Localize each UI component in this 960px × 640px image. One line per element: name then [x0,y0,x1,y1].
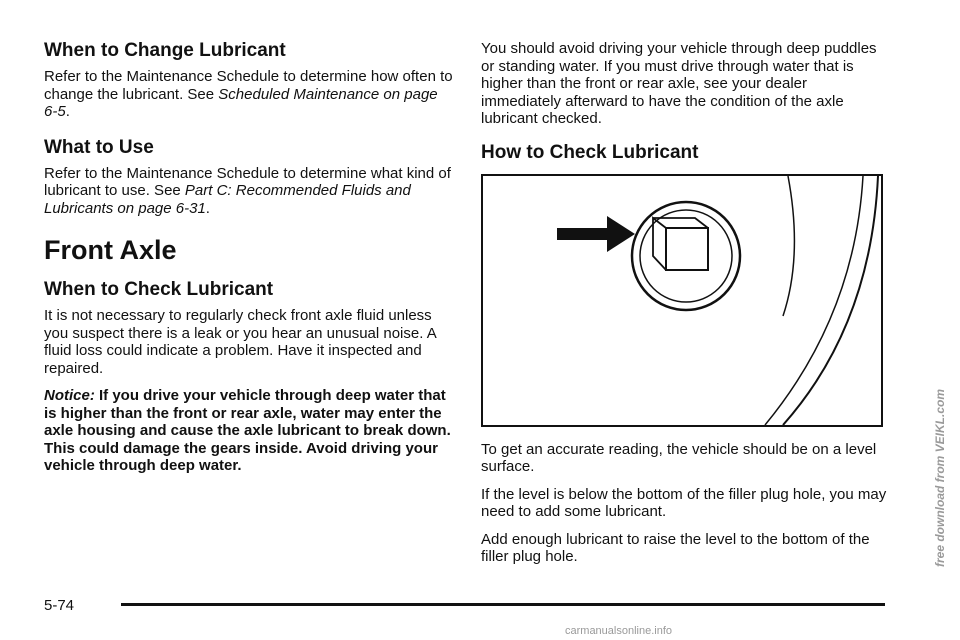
site-watermark: carmanualsonline.info [565,625,673,637]
heading-how-to-check: How to Check Lubricant [481,141,699,163]
watermark [918,340,958,580]
text: . [65,103,70,120]
notice [44,387,454,475]
arrow-icon [557,216,635,252]
right-column [481,40,891,576]
heading-when-to-change: When to Change Lubricant [44,40,286,61]
watermark-text: free download from VEIKL.com [933,388,947,567]
page-number: 5-74 [44,597,75,614]
link-recommended-fluids[interactable]: Part C: Recommended Fluids and Lubricants on page 6-31 [44,182,411,217]
notice-label: Notice: [44,387,95,404]
heading-what-to-use: What to Use [44,136,154,158]
paragraph-change [44,68,454,121]
left-column [44,40,454,485]
text: Refer to the Maintenance Schedule to determine what kind of lubricant to use. See [44,164,451,199]
paragraph-what [44,165,454,218]
text: Refer to the Maintenance Schedule to determine how often to change the lubricant. See [44,68,453,103]
filler-plug-illustration [481,174,883,427]
paragraph-avoid: You should avoid driving your vehicle through deep puddles or standing water. If you must drive through water that is higher than the front or rear axle, see your dealer immediately afterward to have the condition of the axle lubricant checked. [481,40,877,127]
text: . [205,199,210,217]
footer-rule [121,603,885,606]
link-scheduled-maintenance[interactable]: Scheduled Maintenance on page 6-5 [44,85,438,120]
paragraph-level-3: Add enough lubricant to raise the level to the bottom of the filler plug hole. [481,530,870,565]
section-title-front-axle: Front Axle [44,235,177,265]
paragraph-level-2: If the level is below the bottom of the filler plug hole, you may need to add some lubricant. [481,485,887,520]
square-plug-icon [666,228,708,270]
paragraph-check: It is not necessary to regularly check front axle fluid unless you suspect there is a leak or you hear an unusual noise. A fluid loss could indicate a problem. Have it inspected and repaired. [44,307,436,377]
notice-body: If you drive your vehicle through deep water that is higher than the front or rear axle, water may enter the axle housing and cause the axle lubricant to break down. This could damage the gears inside. Avoid driving your vehicle through deep water. [44,387,451,474]
heading-when-to-check: When to Check Lubricant [44,279,274,300]
paragraph-level-1: To get an accurate reading, the vehicle should be on a level surface. [481,440,877,475]
